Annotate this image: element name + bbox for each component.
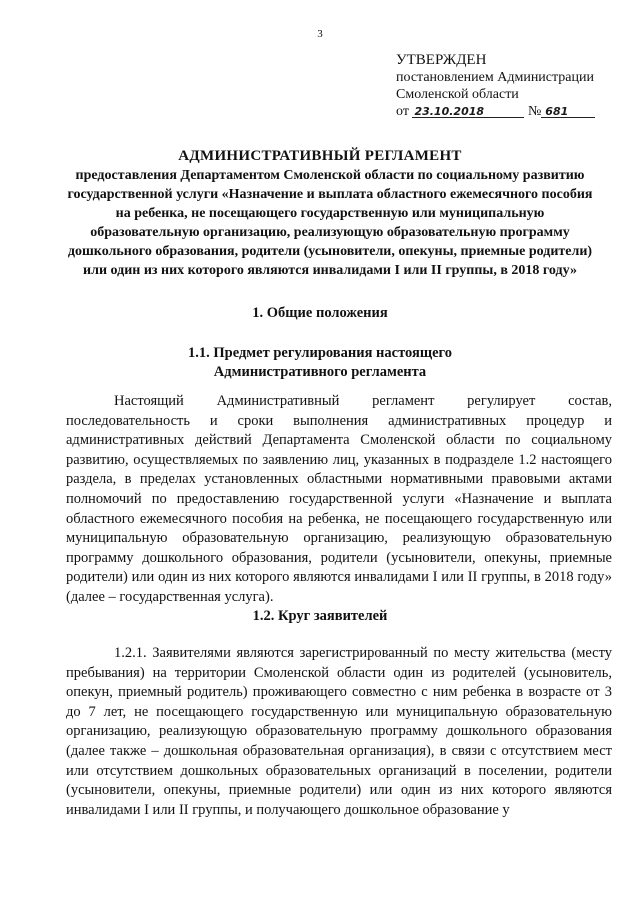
approval-date-line bbox=[396, 103, 626, 120]
number-prefix: № bbox=[527, 104, 542, 119]
subsection-1-1-heading bbox=[40, 344, 600, 382]
document-title: АДМИНИСТРАТИВНЫЙ РЕГЛАМЕНТ bbox=[178, 148, 462, 164]
approval-title: УТВЕРЖДЕН bbox=[396, 52, 487, 68]
page-number: 3 bbox=[317, 28, 323, 40]
approval-line-1: постановлением Администрации bbox=[396, 70, 594, 85]
subsection-1-1-heading-line-1: 1.1. Предмет регулирования настоящего bbox=[188, 345, 452, 361]
subsection-1-2-heading: 1.2. Круг заявителей bbox=[252, 608, 388, 624]
subsection-1-2-paragraph: 1.2.1. Заявителями являются зарегистрированный по месту жительства (месту пребывания) на территории Смоленской области один из родителей (усыновитель, опекун, приемный родитель) проживающего совместно с ним ребенка в возрасте от 3 до 7 лет, не посещающего государственную или муниципальную образовательную организацию, реализующую образовательную программу дошкольного образования (далее также – дошкольная образовательная организация), в связи с отсутствием мест или отсутствием дошкольных образовательных организаций в поселении, родители (усыновители, опекуны, приемные родители) или один из них которого являются инвалидами I или II группы, и получающего дошкольное образование у bbox=[66, 645, 612, 818]
approval-line-2: Смоленской области bbox=[396, 87, 519, 102]
approval-stamp bbox=[396, 52, 626, 120]
section-1-heading: 1. Общие положения bbox=[252, 305, 388, 321]
subsection-1-1-heading-line-2: Административного регламента bbox=[213, 364, 427, 380]
handwritten-date: 23.10.2018 bbox=[412, 103, 524, 118]
date-prefix: от bbox=[396, 104, 409, 119]
subsection-1-1-paragraph: Настоящий Административный регламент регулирует состав, последовательность и сроки выполнения административных процедур и административных действий Департамента Смоленской области по социальному развитию, осуществляемых по заявлению лиц, указанных в подразделе 1.2 настоящего раздела, в пределах установленных областными нормативными правовыми актами полномочий по предоставлению государственной услуги «Назначение и выплата областного ежемесячного пособия на ребенка, не посещающего государственную или муниципальную образовательную организацию, реализующую образовательную программу дошкольного образования, родители (усыновители, опекуны, приемные родители) или один из них которого являются инвалидами I или II группы, в 2018 году» (далее – государственная услуга). bbox=[66, 393, 612, 605]
document-subtitle: предоставления Департаментом Смоленской области по социальному развитию государственной услуги «Назначение и выплата областного ежемесячного пособия на ребенка, не посещающего государственную или муниципальную образовательную организацию, реализующую образовательную программу дошкольного образования, родители (усыновители, опекуны, приемные родители) или один из них которого являются инвалидами I или II группы, в 2018 году» bbox=[67, 168, 593, 278]
handwritten-number: 681 bbox=[541, 103, 595, 118]
